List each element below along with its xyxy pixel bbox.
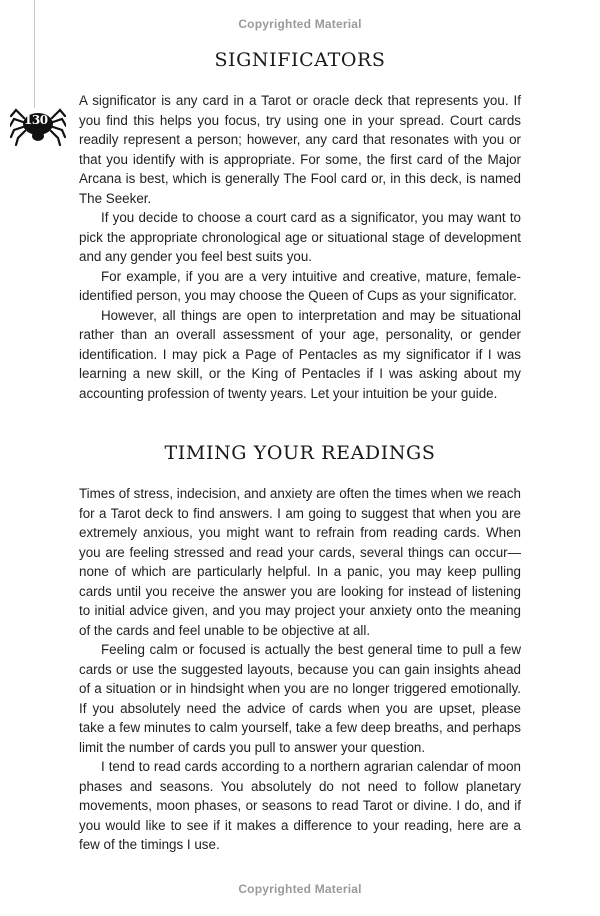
paragraph: However, all things are open to interpretation and may be situational rather than an overall assessment of your age, personality, or gender identification. I may pick a Page of Pentacles as my significator if I was learning a new skill, or the King of Pentacles if I was asking about my accounting profession of twenty years. Let your intuition be your guide. — [79, 307, 521, 401]
paragraph: If you decide to choose a court card as a significator, you may want to pick the appropriate chronological age or situational stage of development and any gender you feel best suits you. — [79, 210, 521, 264]
paragraph: I tend to read cards according to a northern agrarian calendar of moon phases and seasons. You absolutely do not need to follow planetary movements, moon phases, or seasons to read Tarot or divine. I do, and if you would like to see if it makes a difference to your reading, here are a few of the timings I use. — [79, 759, 521, 852]
paragraph: Times of stress, indecision, and anxiety are often the times when we reach for a Tarot deck to find answers. I am going to suggest that when you are extremely anxious, you might want to refrain from reading cards. When you are feeling stressed and read your cards, several things can occur—none of which are particularly helpful. In a panic, you may keep pulling cards until you receive the answer you are looking for instead of listening to initial advice given, and you may project your anxiety onto the meaning of the cards and feel unable to be objective at all. — [79, 486, 521, 638]
section-title-timing-your-readings: TIMING YOUR READINGS — [164, 442, 436, 464]
section-body-timing — [79, 484, 521, 855]
copyright-watermark-top: Copyrighted Material — [238, 17, 362, 31]
paragraph: A significator is any card in a Tarot or oracle deck that represents you. If you find this helps you focus, try using one in your spread. Court cards readily represent a person; however, any card that resonates with you or that you identify with is appropriate. For some, the first card of the Major Arcana is best, which is generally The Fool card or, in this deck, is named The Seeker. — [79, 93, 521, 206]
page-number: 130 — [24, 113, 48, 127]
paragraph: Feeling calm or focused is actually the best general time to pull a few cards or use the suggested layouts, because you can gain insights ahead of a situation or in hindsight when you are no longer triggered emotionally. If you absolutely need the advice of cards when you are upset, please take a few minutes to calm yourself, take a few deep breaths, and perhaps limit the number of cards you pull to answer your question. — [79, 642, 521, 755]
section-title-significators: SIGNIFICATORS — [214, 49, 386, 71]
paragraph: For example, if you are a very intuitive and creative, mature, female-identified person, you may choose the Queen of Cups as your significator. — [79, 268, 521, 303]
section-body-significators — [79, 91, 521, 403]
copyright-watermark-bottom: Copyrighted Material — [238, 882, 362, 896]
